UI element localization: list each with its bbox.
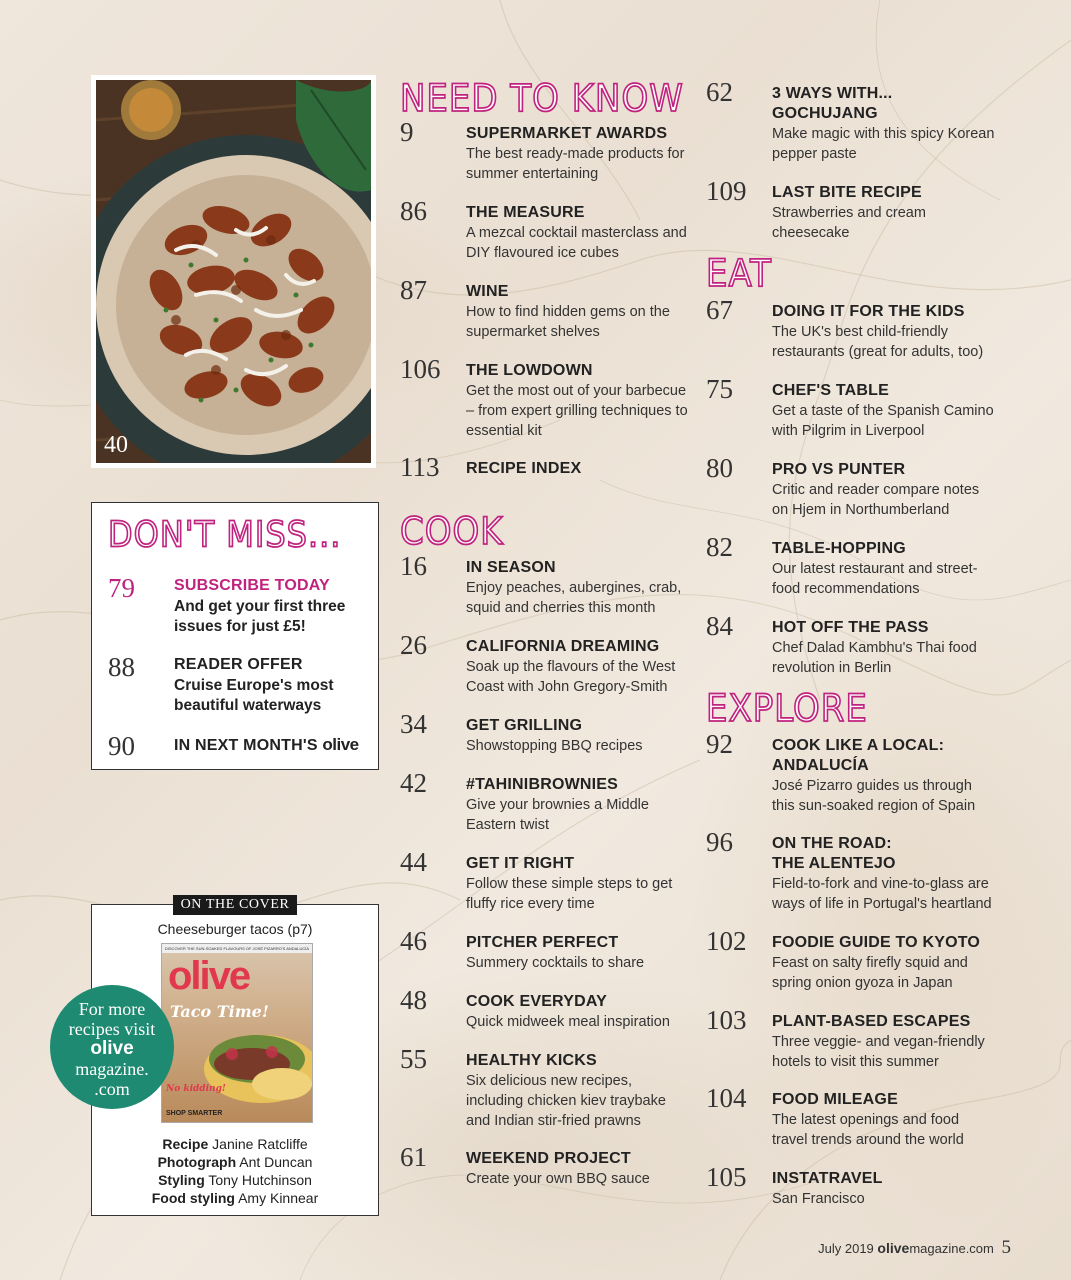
entry-page-number: 75 (706, 374, 733, 404)
entry-description: Give your brownies a Middle Eastern twist (466, 797, 649, 833)
entry-description: Three veggie- and vegan-friendly hotels to visit this summer (772, 1034, 985, 1070)
cover-footer: SHOP SMARTER (166, 1110, 223, 1117)
cover-caption: Cheeseburger tacos (p7) (157, 921, 313, 937)
on-the-cover-label: ON THE COVER (173, 895, 297, 915)
magazine-cover-thumbnail[interactable] (161, 943, 313, 1123)
entry-page-number: 61 (400, 1142, 427, 1172)
page-number: 5 (1001, 1237, 1011, 1258)
item-page-number: 79 (108, 573, 135, 603)
entry-title: PRO VS PUNTER (772, 461, 906, 478)
entry-title: TABLE-HOPPING (772, 540, 906, 557)
entry-page-number: 105 (706, 1162, 747, 1192)
badge-line: recipes visit (68, 1019, 156, 1039)
entry-title: WINE (466, 283, 509, 300)
entry-description: Critic and reader compare notes on Hjem in Northumberland (772, 482, 980, 518)
photo-page-number: 40 (104, 432, 128, 458)
credit-line: Styling Tony Hutchinson (158, 1172, 312, 1188)
credit-line: Recipe Janine Ratcliffe (162, 1136, 308, 1152)
entry-title: DOING IT FOR THE KIDS (772, 303, 965, 320)
entry-title: CHEF'S TABLE (772, 382, 890, 399)
credit-line: Food styling Amy Kinnear (151, 1190, 319, 1206)
page-footer (818, 1237, 1011, 1259)
entry-page-number: 82 (706, 532, 733, 562)
entry-page-number: 9 (400, 117, 414, 147)
entry-page-number: 42 (400, 768, 427, 798)
entry-title: PLANT-BASED ESCAPES (772, 1013, 971, 1030)
olive-logo: olive (322, 735, 359, 754)
entry-title: SUPERMARKET AWARDS (466, 125, 668, 142)
entry-title: PITCHER PERFECT (466, 934, 619, 951)
entry-page-number: 16 (400, 551, 427, 581)
entry-title: 3 WAYS WITH... GOCHUJANG (772, 85, 893, 122)
website-promo-badge[interactable] (50, 985, 174, 1109)
entry-description: Quick midweek meal inspiration (466, 1014, 670, 1030)
entry-description: Make magic with this spicy Korean pepper paste (772, 126, 995, 162)
entry-title: FOODIE GUIDE TO KYOTO (772, 934, 981, 951)
entry-page-number: 106 (400, 354, 441, 384)
cover-banner: DISCOVER THE SUN-SOAKED FLAVOURS OF JOSÉ PIZARRO'S ANDALUCÍA (162, 944, 312, 953)
entry-page-number: 92 (706, 729, 733, 759)
section-heading-need-to-know: NEED TO KNOW (400, 76, 684, 121)
entry-description: Enjoy peaches, aubergines, crab, squid and cherries this month (466, 580, 682, 616)
badge-line: For more (78, 999, 146, 1019)
entry-title: COOK LIKE A LOCAL: ANDALUCÍA (772, 737, 945, 774)
cover-corner: No kidding! (166, 1084, 226, 1094)
entry-description: Get the most out of your barbecue – from expert grilling techniques to essential kit (466, 383, 688, 439)
footer-site: magazine.com (909, 1241, 994, 1256)
item-description: And get your first three issues for just £5! (174, 598, 346, 635)
entry-page-number: 103 (706, 1005, 747, 1035)
section-heading-cook: COOK (400, 509, 504, 554)
entry-description: Six delicious new recipes, including chicken kiev traybake and Indian stir-fried prawns (466, 1073, 666, 1129)
entry-description: Showstopping BBQ recipes (466, 738, 643, 754)
entry-description: The UK's best child-friendly restaurants (great for adults, too) (772, 324, 984, 360)
entry-page-number: 87 (400, 275, 427, 305)
badge-line: .com (94, 1079, 130, 1099)
entry-description: Get a taste of the Spanish Camino with Pilgrim in Liverpool (772, 403, 994, 439)
entry-description: San Francisco (772, 1191, 865, 1207)
entry-description: José Pizarro guides us through this sun-soaked region of Spain (772, 778, 976, 814)
item-description: Cruise Europe's most beautiful waterways (174, 677, 334, 714)
entry-page-number: 48 (400, 985, 427, 1015)
entry-page-number: 96 (706, 827, 733, 857)
item-page-number: 88 (108, 652, 135, 682)
entry-title: HOT OFF THE PASS (772, 619, 929, 636)
entry-title: GET IT RIGHT (466, 855, 575, 872)
entry-page-number: 26 (400, 630, 427, 660)
entry-title: IN SEASON (466, 559, 556, 576)
entry-page-number: 34 (400, 709, 427, 739)
entry-title: LAST BITE RECIPE (772, 184, 922, 201)
entry-page-number: 102 (706, 926, 747, 956)
entry-title: #TAHINIBROWNIES (466, 776, 619, 793)
entry-page-number: 84 (706, 611, 733, 641)
dont-miss-heading: DON'T MISS... (108, 513, 342, 556)
item-title: SUBSCRIBE TODAY (174, 577, 330, 594)
entry-page-number: 109 (706, 176, 747, 206)
badge-line: magazine. (75, 1059, 149, 1079)
entry-description: Strawberries and cream cheesecake (772, 205, 926, 241)
entry-page-number: 113 (400, 452, 440, 482)
item-title-text: IN NEXT MONTH'S (174, 737, 318, 754)
entry-page-number: 62 (706, 77, 733, 107)
entry-page-number: 46 (400, 926, 427, 956)
entry-page-number: 104 (706, 1083, 747, 1113)
entry-description: Soak up the flavours of the West Coast with John Gregory-Smith (466, 659, 676, 695)
cover-credits (92, 1135, 378, 1207)
dont-miss-box (91, 502, 379, 770)
entry-description: Chef Dalad Kambhu's Thai food revolution in Berlin (772, 640, 977, 676)
entry-title: CALIFORNIA DREAMING (466, 638, 660, 655)
entry-description: Feast on salty firefly squid and spring onion gyoza in Japan (772, 955, 968, 991)
item-title (174, 735, 359, 755)
item-page-number: 90 (108, 731, 135, 761)
badge-olive-logo: olive (90, 1038, 134, 1059)
entry-title: THE MEASURE (466, 204, 585, 221)
entry-description: Our latest restaurant and street-food recommendations (772, 561, 978, 597)
entry-description: The best ready-made products for summer entertaining (466, 146, 685, 182)
entry-description: A mezcal cocktail masterclass and DIY flavoured ice cubes (466, 225, 687, 261)
item-title: READER OFFER (174, 656, 303, 673)
entry-description: How to find hidden gems on the supermarket shelves (466, 304, 670, 340)
section-heading-explore: EXPLORE (706, 686, 868, 731)
cover-headline: Taco Time! (170, 1002, 269, 1021)
entry-title: COOK EVERYDAY (466, 993, 608, 1010)
entry-description: Follow these simple steps to get fluffy rice every time (466, 876, 673, 912)
entry-title: RECIPE INDEX (466, 460, 582, 477)
credit-line: Photograph Ant Duncan (157, 1154, 313, 1170)
entry-title: FOOD MILEAGE (772, 1091, 898, 1108)
feature-photo[interactable] (91, 75, 376, 468)
entry-title: HEALTHY KICKS (466, 1052, 597, 1069)
issue-date: July 2019 (818, 1241, 874, 1256)
entry-description: The latest openings and food travel trends around the world (772, 1112, 964, 1148)
entry-description: Field-to-fork and vine-to-glass are ways of life in Portugal's heartland (772, 876, 992, 912)
chicken-wings-image (96, 80, 371, 463)
entry-page-number: 86 (400, 196, 427, 226)
entry-title: GET GRILLING (466, 717, 583, 734)
entry-page-number: 80 (706, 453, 733, 483)
entry-page-number: 44 (400, 847, 427, 877)
entry-description: Create your own BBQ sauce (466, 1171, 650, 1187)
cover-masthead: olive (168, 954, 250, 998)
entry-page-number: 67 (706, 295, 733, 325)
entry-title: WEEKEND PROJECT (466, 1150, 631, 1167)
entry-title: THE LOWDOWN (466, 362, 593, 379)
section-heading-eat: EAT (706, 251, 772, 296)
entry-description: Summery cocktails to share (466, 955, 645, 971)
entry-title: ON THE ROAD: THE ALENTEJO (772, 835, 896, 872)
entry-title: INSTATRAVEL (772, 1170, 883, 1187)
entry-page-number: 55 (400, 1044, 427, 1074)
footer-olive-logo: olive (877, 1240, 910, 1256)
